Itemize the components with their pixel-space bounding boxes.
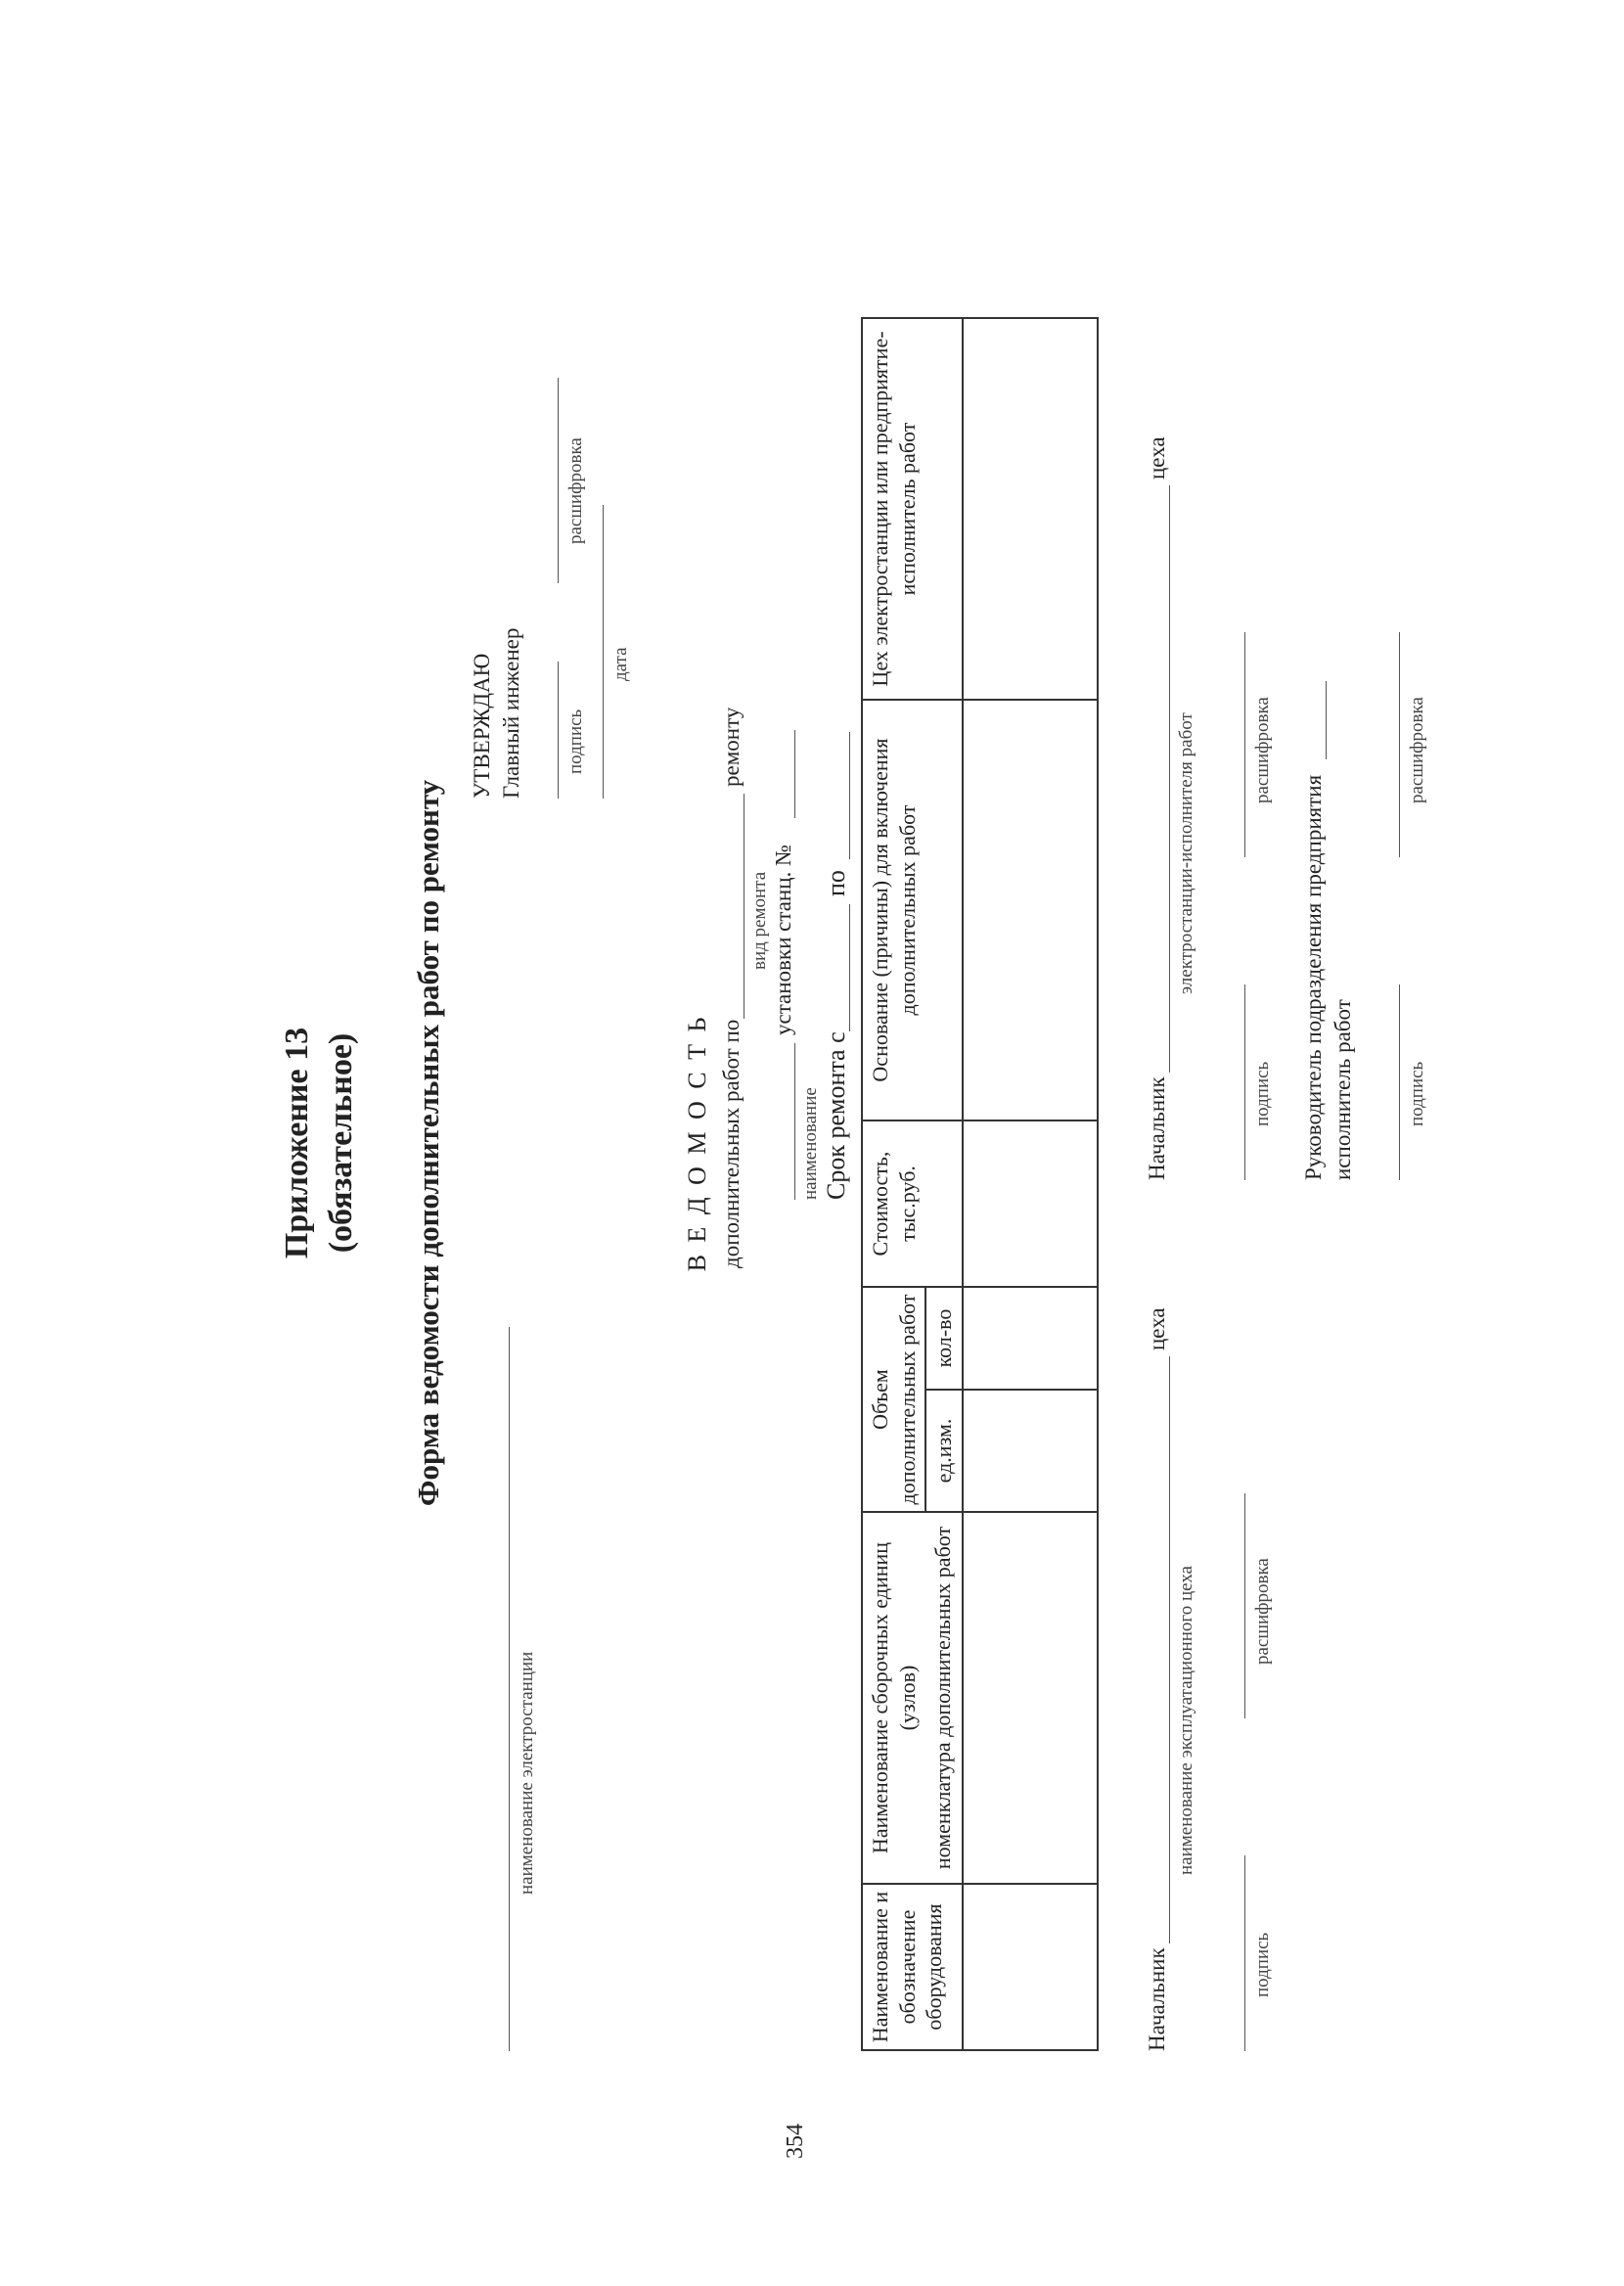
contractor-decoding-caption: расшифровка (1407, 697, 1427, 803)
cell-workshop (963, 318, 1098, 700)
right-workshop-word: цеха (1145, 436, 1169, 480)
right-decoding-line (1244, 632, 1245, 857)
period-from-line (849, 904, 850, 1031)
cell-units (963, 1512, 1098, 1884)
plant-name-caption: наименование электростанции (517, 1651, 537, 1895)
contractor-line (1326, 681, 1327, 759)
approve-decoding-line (558, 378, 559, 583)
left-signature-caption: подпись (1252, 1932, 1273, 1997)
period-to-label: по (822, 870, 850, 896)
left-decoding-caption: расшифровка (1252, 1558, 1273, 1665)
appendix-number: Приложение 13 (279, 1027, 315, 1259)
name-caption: наименование (800, 1087, 821, 1200)
header-equipment: Наименование и обозначение оборудования (862, 1884, 963, 2050)
right-signature-caption: подпись (1252, 1061, 1273, 1126)
right-decoding-caption: расшифровка (1252, 697, 1273, 803)
period-to-line (849, 732, 850, 859)
unit-name-line (794, 1043, 795, 1200)
repair-type-caption: вид ремонта (749, 871, 770, 970)
left-head-label: Начальник (1145, 1947, 1169, 2051)
appendix-status: (обязательное) (323, 1032, 359, 1254)
works-table (861, 317, 1099, 2051)
header-volume: Объем дополнительных работ (862, 1287, 925, 1512)
approve-position: Главный инженер (499, 627, 523, 799)
header-workshop: Цех электростанции или предприятие-исполнитель работ (862, 318, 963, 700)
header-unit-measure: ед.изм. (925, 1390, 963, 1512)
right-workshop-line (1169, 485, 1170, 1073)
statement-line1-suffix: ремонту (719, 707, 744, 787)
cell-cost (963, 1120, 1098, 1287)
station-number-line (794, 730, 795, 818)
left-workshop-caption: наименование эксплуатационного цеха (1176, 1566, 1196, 1875)
left-signature-line (1244, 1855, 1245, 2051)
table-body-row (963, 318, 1098, 2050)
cell-unit-measure (963, 1390, 1098, 1512)
left-decoding-line (1244, 1493, 1245, 1718)
header-cost: Стоимость, тыс.руб. (862, 1120, 963, 1287)
right-signature-line (1244, 984, 1245, 1180)
statement-line1-prefix: дополнительных работ по (719, 1019, 744, 1268)
left-workshop-word: цеха (1145, 1307, 1169, 1350)
right-head-label: Начальник (1145, 1076, 1169, 1180)
cell-equipment (963, 1884, 1098, 2050)
contractor-signature-caption: подпись (1407, 1061, 1427, 1126)
header-reason: Основание (причины) для включения дополнительных работ (862, 700, 963, 1120)
cell-quantity (963, 1287, 1098, 1390)
left-workshop-line (1169, 1356, 1170, 1943)
statement-heading: В Е Д О М О С Т Ь (683, 1014, 711, 1272)
header-units: Наименование сборочных единиц (узлов) (862, 1512, 925, 1884)
table-header-row (862, 318, 925, 2050)
cell-reason (963, 700, 1098, 1120)
contractor-signature-line (1399, 984, 1400, 1180)
header-units-sub: номенклатура дополнительных работ (925, 1512, 963, 1884)
plant-name-line (509, 1327, 510, 2051)
contractor-label: Руководитель подразделения предприятия (1301, 774, 1326, 1180)
contractor-decoding-line (1399, 632, 1400, 857)
header-quantity: кол-во (925, 1287, 963, 1390)
period-from-label: Срок ремонта с (822, 1031, 850, 1200)
form-title: Форма ведомости дополнительных работ по ремонту (411, 779, 445, 1507)
contractor-sub: исполнитель работ (1331, 999, 1355, 1180)
approve-signature-caption: подпись (565, 709, 586, 774)
approve-date-line (603, 505, 604, 799)
right-workshop-caption: электростанции-исполнителя работ (1176, 712, 1196, 994)
station-label: установки станц. № (771, 845, 795, 1035)
approve-label: УТВЕРЖДАЮ (470, 653, 494, 799)
page-number: 354 (783, 2124, 808, 2159)
approve-date-caption: дата (610, 647, 631, 681)
approve-decoding-caption: расшифровка (565, 437, 586, 544)
approve-signature-line (558, 662, 559, 799)
